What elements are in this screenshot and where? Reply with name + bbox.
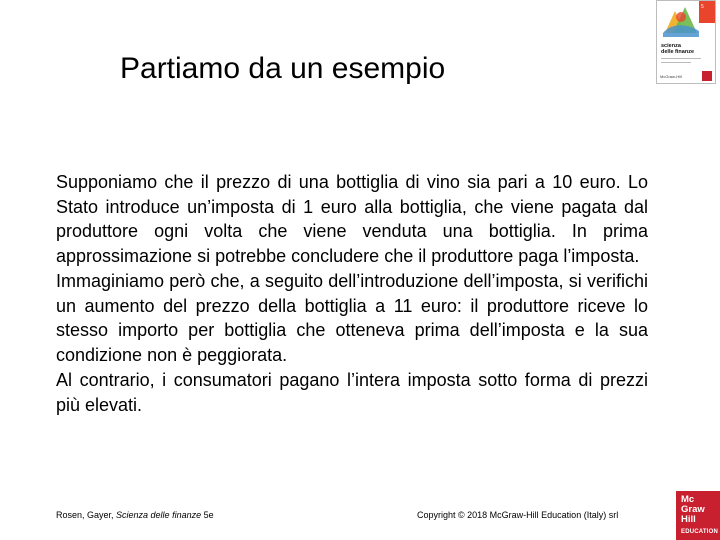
edition-flag: 5 xyxy=(699,1,715,23)
logo-line2: Graw xyxy=(681,504,705,515)
logo-line3: Hill xyxy=(681,514,696,525)
cover-title-line2: delle finanze xyxy=(661,49,695,55)
cover-title-line1: scienza xyxy=(661,43,681,49)
cover-divider xyxy=(661,62,691,63)
slide-body xyxy=(56,170,648,418)
paragraph-3: Al contrario, i consumatori pagano l’intera imposta sotto forma di prezzi più elevati. xyxy=(56,370,648,415)
footer-citation xyxy=(56,510,214,520)
paragraph-2: Immaginiamo però che, a seguito dell’introduzione dell’imposta, si verifichi un aumento del prezzo della bottiglia a 11 euro: il produttore riceve lo stesso importo per bottiglia che otteneva prima dell’imposta e la sua condizione non è peggiorata. xyxy=(56,271,648,365)
cover-divider xyxy=(661,58,701,59)
paragraph-1: Supponiamo che il prezzo di una bottiglia di vino sia pari a 10 euro. Lo Stato introduce un’imposta di 1 euro alla bottiglia, che viene pagata dal produttore ogni volta che viene venduta una bottiglia. In prima approssimazione si potrebbe concludere che il produttore paga l’imposta. xyxy=(56,172,648,266)
logo-line1: Mc xyxy=(681,494,695,505)
cover-art-icon xyxy=(661,3,701,39)
footer-edition: 5e xyxy=(201,510,214,520)
footer-book-title: Scienza delle finanze xyxy=(116,510,202,520)
footer-copyright: Copyright © 2018 McGraw-Hill Education (Italy) srl xyxy=(417,510,619,520)
cover-publisher: McGraw-Hill xyxy=(660,74,682,79)
footer-authors: Rosen, Gayer, xyxy=(56,510,117,520)
book-cover-thumbnail xyxy=(656,0,716,84)
publisher-logo xyxy=(676,491,720,540)
slide-title: Partiamo da un esempio xyxy=(120,52,446,85)
cover-logo-icon xyxy=(702,71,712,81)
logo-line4: EDUCATION xyxy=(681,529,719,535)
